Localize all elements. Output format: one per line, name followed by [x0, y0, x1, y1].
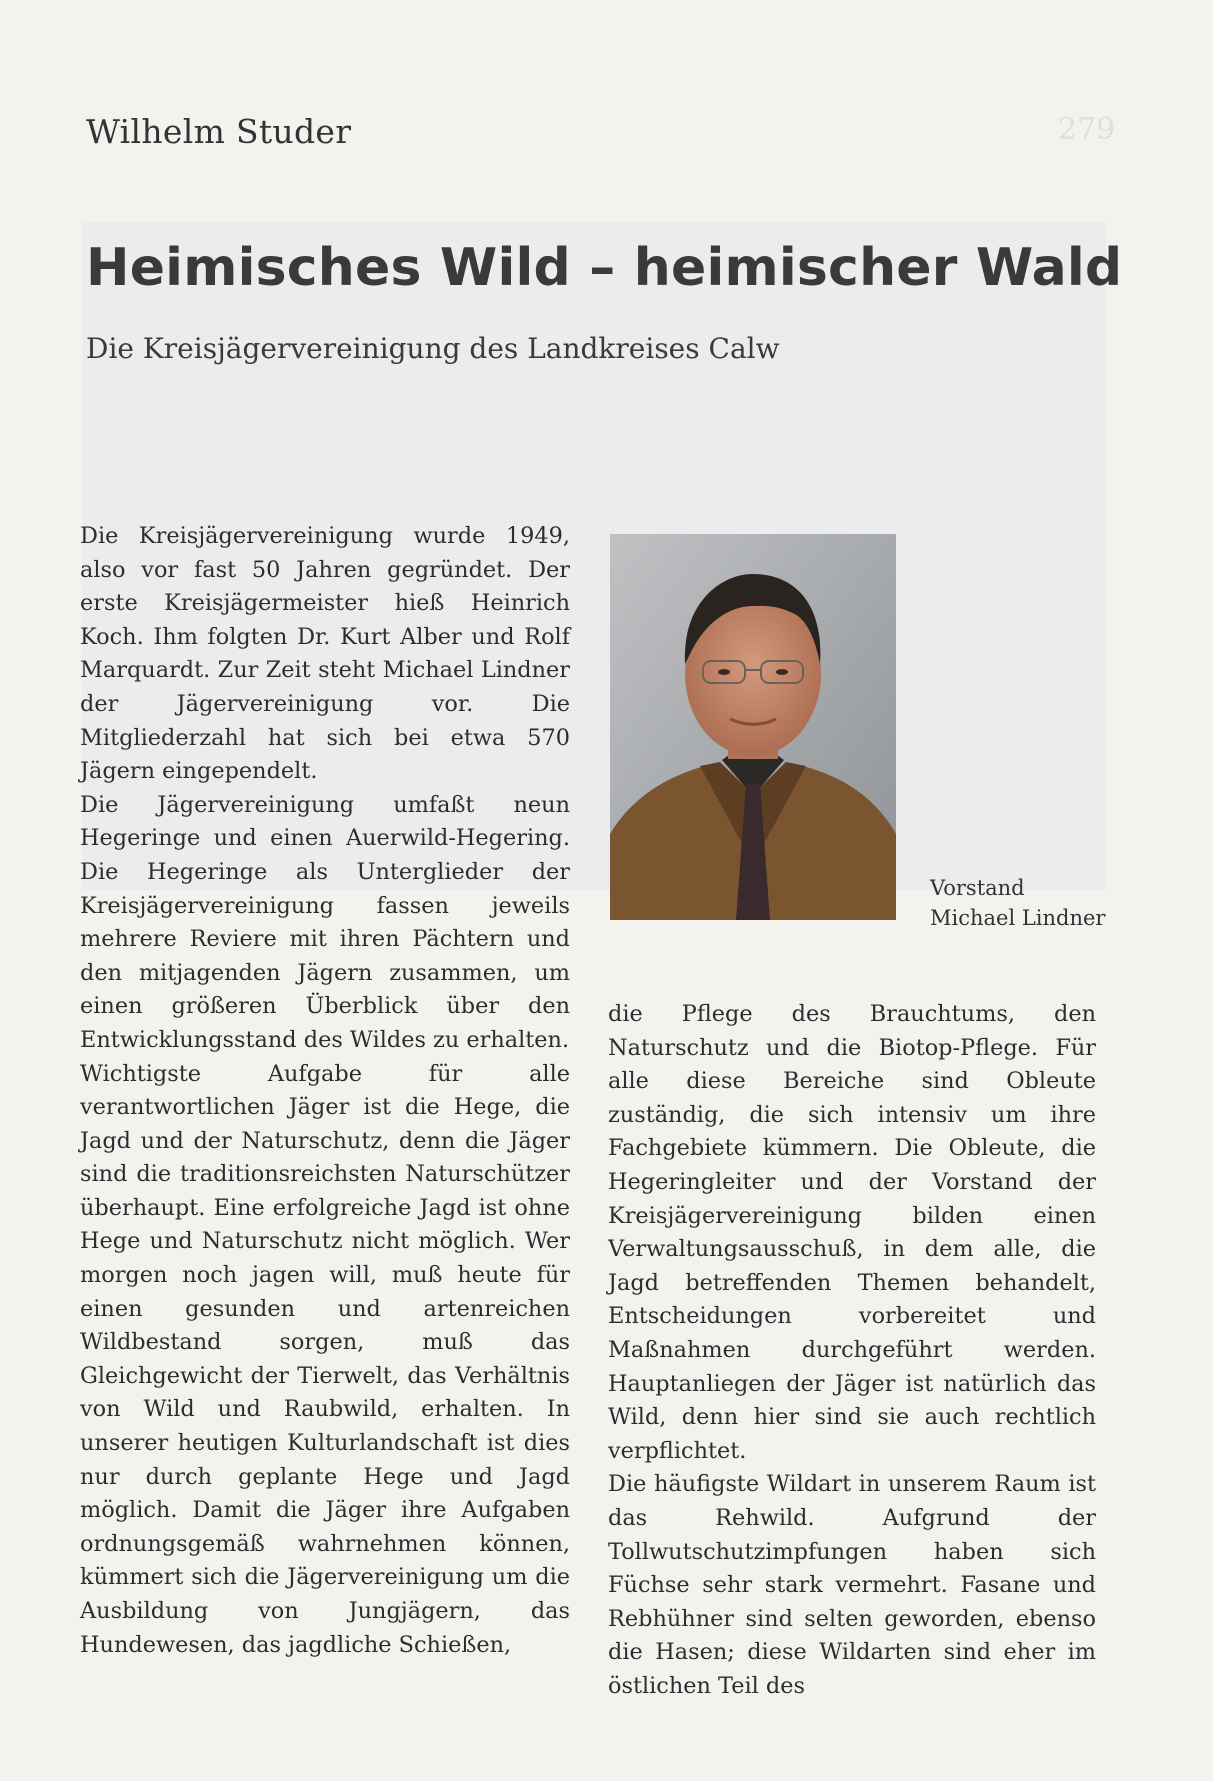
- bleed-through-page-number: 279: [1058, 112, 1116, 147]
- paragraph: die Pflege des Brauchtums, den Naturschutz und die Biotop-Pflege. Für alle diese Bereiche sind Obleute zuständig, die sich intensiv um ihre Fachgebiete kümmern. Die Obleute, die Hegeringleiter und der Vorstand der Kreisjägervereinigung bilden einen Verwaltungsausschuß, in dem alle, die Jagd betreffenden Themen behandelt, Entscheidungen vorbereitet und Maßnahmen durchgeführt werden. Hauptanliegen der Jäger ist natürlich das Wild, denn hier sind sie auch rechtlich verpflichtet.: [608, 1001, 1096, 1464]
- article-title: Heimisches Wild – heimischer Wald: [86, 238, 1123, 298]
- author-name: Wilhelm Studer: [86, 112, 352, 151]
- body-column-right: [608, 998, 1096, 1703]
- caption-line: Michael Lindner: [930, 906, 1106, 930]
- paragraph: Die häufigste Wildart in unserem Raum ist das Rehwild. Aufgrund der Tollwutschutzimpfungen haben sich Füchse sehr stark vermehrt. Fasane und Rebhühner sind selten geworden, ebenso die Hasen; diese Wildarten sind eher im östlichen Teil des: [608, 1471, 1096, 1699]
- paragraph: Wichtigste Aufgabe für alle verantwortlichen Jäger ist die Hege, die Jagd und der Naturschutz, denn die Jäger sind die traditionsreichsten Naturschützer überhaupt. Eine erfolgreiche Jagd ist ohne Hege und Naturschutz nicht möglich. Wer morgen noch jagen will, muß heute für einen gesunden und artenreichen Wildbestand sorgen, muß das Gleichgewicht der Tierwelt, das Verhältnis von Wild und Raubwild, erhalten. In unserer heutigen Kulturlandschaft ist dies nur durch geplante Hege und Jagd möglich. Damit die Jäger ihre Aufgaben ordnungsgemäß wahrnehmen können, kümmert sich die Jägervereinigung um die Ausbildung von Jungjägern, das Hundewesen, das jagdliche Schießen,: [80, 1060, 570, 1658]
- photo-caption: [930, 873, 1105, 933]
- article-subtitle: Die Kreisjägervereinigung des Landkreises Calw: [86, 332, 780, 365]
- body-column-left: [80, 520, 570, 1662]
- caption-line: Vorstand: [930, 876, 1025, 900]
- portrait-photo: [610, 534, 896, 920]
- paragraph: Die Jägervereinigung umfaßt neun Hegeringe und einen Auerwild-Hegering. Die Hegeringe als Unterglieder der Kreisjägervereinigung fassen jeweils mehrere Reviere mit ihren Pächtern und den mitjagenden Jägern zusammen, um einen größeren Überblick über den Entwicklungsstand des Wildes zu erhalten.: [80, 791, 570, 1053]
- paragraph: Die Kreisjägervereinigung wurde 1949, also vor fast 50 Jahren gegründet. Der erste Kreisjägermeister hieß Heinrich Koch. Ihm folgten Dr. Kurt Alber und Rolf Marquardt. Zur Zeit steht Michael Lindner der Jägervereinigung vor. Die Mitgliederzahl hat sich bei etwa 570 Jägern eingependelt.: [80, 523, 570, 785]
